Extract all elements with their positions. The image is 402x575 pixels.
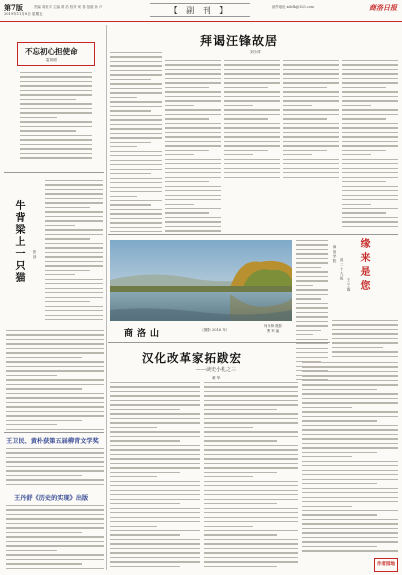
editor-credits: 责编 周世平 主编 黄 浩 校对 何 春 组版 孙 卢 xyxy=(34,5,103,9)
column-separator xyxy=(106,25,107,570)
left-article-title: 不忘初心担使命 xyxy=(25,47,78,56)
niu-article-body-col2 xyxy=(6,330,104,430)
newspaper-logo: 商洛日报 xyxy=(369,3,397,12)
photo-credit-line1: 何永锋 摄影 xyxy=(264,324,283,328)
main-body-col1 xyxy=(110,52,162,232)
news1-title: 王卫民、黄朴获第五届柳青文学奖 xyxy=(6,438,99,445)
poem-intro-body xyxy=(296,240,328,380)
main-body-col4 xyxy=(283,60,339,180)
divider xyxy=(4,172,104,173)
main-article-title: 拜谒汪锋故居 xyxy=(200,34,279,48)
photo-credit-line2: 曹 军 编 xyxy=(266,329,280,333)
bottom-article-byline: 黄 华 xyxy=(212,376,221,380)
issue-date: 2019年11月8日 星期五 xyxy=(4,12,43,16)
photo-title: 商洛山 xyxy=(124,329,164,339)
main-article-byline: 刘少祥 xyxy=(250,50,261,54)
landscape-illustration xyxy=(110,240,292,321)
poem-school: 商洛学院 xyxy=(333,245,337,264)
main-body-col2 xyxy=(165,60,221,232)
poem-class: 高二十九班 xyxy=(340,258,344,281)
divider xyxy=(4,432,104,433)
news2-body xyxy=(6,505,104,571)
contact-info: 邮件地址 xsbfk@163.com xyxy=(272,5,314,9)
divider xyxy=(108,342,330,343)
page-header xyxy=(0,0,402,22)
main-body-col3 xyxy=(224,60,280,180)
bottom-article-title: 汉化改革家拓跋宏 xyxy=(142,351,242,365)
news1-body xyxy=(6,448,104,488)
bottom-body-col1 xyxy=(110,382,200,570)
bottom-article-subtitle: ——读史小札之三 xyxy=(196,367,237,373)
poem-author: 王宁霞 xyxy=(347,278,351,292)
bottom-body-col3 xyxy=(302,362,398,552)
niu-article-author: 张剑 xyxy=(33,250,37,260)
main-body-col5 xyxy=(342,60,398,230)
poem-title: 缘来是您 xyxy=(358,238,369,294)
divider xyxy=(108,234,398,235)
niu-article-title: 牛背梁上一只猫 xyxy=(13,200,24,284)
column-stamp: 作者园地 xyxy=(374,558,398,572)
photo-credit xyxy=(264,324,282,334)
left-article-byline: 雷初明 xyxy=(46,58,57,62)
photo-date: （摄影 2016 年） xyxy=(200,328,230,332)
niu-article-body-col1 xyxy=(45,180,103,320)
news2-title: 王丹舒《历史的实现》出版 xyxy=(14,495,89,502)
poem-body xyxy=(332,320,398,360)
landscape-photo xyxy=(110,240,292,321)
page-number: 第7版 xyxy=(4,3,23,12)
bottom-body-col2 xyxy=(204,382,298,570)
section-title: 【 副 刊 】 xyxy=(150,3,250,17)
left-article-body xyxy=(20,72,92,160)
